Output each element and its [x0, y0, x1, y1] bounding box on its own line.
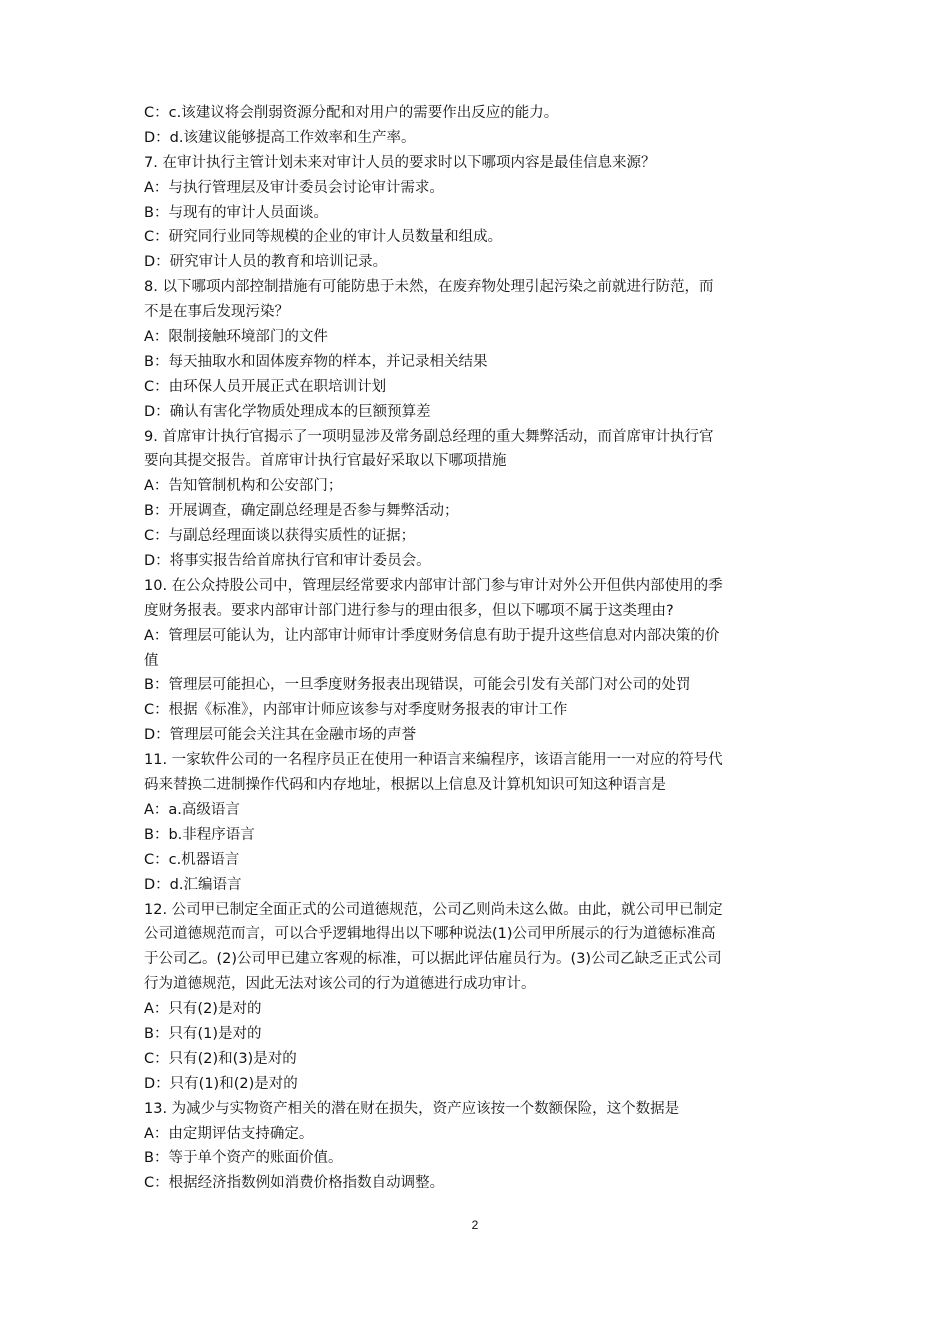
text-line: 12. 公司甲已制定全面正式的公司道德规范，公司乙则尚未这么做。由此，就公司甲已制定 [144, 901, 723, 918]
text-line: C：与副总经理面谈以获得实质性的证据； [144, 528, 416, 545]
text-line: C：只有(2)和(3)是对的 [144, 1050, 297, 1067]
text-line: C：由环保人员开展正式在职培训计划 [144, 378, 387, 395]
text-line: 8. 以下哪项内部控制措施有可能防患于未然，在废弃物处理引起污染之前就进行防范，而 [144, 279, 714, 296]
text-line: D：将事实报告给首席执行官和审计委员会。 [144, 553, 431, 570]
text-line: 值 [144, 652, 159, 669]
text-line: 公司道德规范而言，可以合乎逻辑地得出以下哪种说法(1)公司甲所展示的行为道德标准高 [144, 926, 716, 943]
text-line: A：告知管制机构和公安部门； [144, 478, 343, 495]
text-line: D：管理层可能会关注其在金融市场的声誉 [144, 727, 417, 744]
text-line: A：只有(2)是对的 [144, 1001, 262, 1018]
text-line: D：只有(1)和(2)是对的 [144, 1075, 298, 1092]
text-line: A：a.高级语言 [144, 801, 240, 818]
text-line: 13. 为减少与实物资产相关的潜在财在损失，资产应该按一个数额保险，这个数据是 [144, 1100, 680, 1117]
text-line: 度财务报表。要求内部审计部门进行参与的理由很多，但以下哪项不属于这类理由? [144, 602, 674, 619]
text-line: 10. 在公众持股公司中，管理层经常要求内部审计部门参与审计对外公开但供内部使用的季 [144, 577, 723, 594]
text-line: 11. 一家软件公司的一名程序员正在使用一种语言来编程序，该语言能用一一对应的符号代 [144, 752, 723, 769]
text-line: A：与执行管理层及审计委员会讨论审计需求。 [144, 179, 444, 196]
text-line: A：限制接触环境部门的文件 [144, 329, 328, 346]
text-line: C：研究同行业同等规模的企业的审计人员数量和组成。 [144, 229, 503, 246]
text-line: C：c.该建议将会削弱资源分配和对用户的需要作出反应的能力。 [144, 105, 559, 121]
document-body [144, 101, 816, 1196]
text-line: B：管理层可能担心，一旦季度财务报表出现错误，可能会引发有关部门对公司的处罚 [144, 677, 691, 694]
text-line: A：由定期评估支持确定。 [144, 1125, 314, 1142]
text-line: 码来替换二进制操作代码和内存地址，根据以上信息及计算机知识可知这种语言是 [144, 777, 666, 794]
text-line: 行为道德规范，因此无法对该公司的行为道德进行成功审计。 [144, 976, 536, 993]
text-line: D：d.汇编语言 [144, 876, 242, 893]
text-line: 9. 首席审计执行官揭示了一项明显涉及常务副总经理的重大舞弊活动，而首席审计执行官 [144, 428, 714, 445]
text-line: 7. 在审计执行主管计划未来对审计人员的要求时以下哪项内容是最佳信息来源？ [144, 154, 656, 171]
text-line: B：b.非程序语言 [144, 826, 255, 843]
text-line: 要向其提交报告。首席审计执行官最好采取以下哪项措施 [144, 453, 507, 470]
text-line: C：根据《标准》，内部审计师应该参与对季度财务报表的审计工作 [144, 702, 568, 719]
text-line: D：研究审计人员的教育和培训记录。 [144, 254, 388, 271]
text-line: D：确认有害化学物质处理成本的巨额预算差 [144, 403, 431, 420]
text-line: B：每天抽取水和固体废弃物的样本，并记录相关结果 [144, 353, 488, 370]
text-line: A：管理层可能认为，让内部审计师审计季度财务信息有助于提升这些信息对内部决策的价 [144, 627, 720, 644]
text-line: D：d.该建议能够提高工作效率和生产率。 [144, 129, 416, 146]
text-line: B：等于单个资产的账面价值。 [144, 1150, 343, 1167]
text-line: 不是在事后发现污染？ [144, 304, 289, 321]
text-line: B：与现有的审计人员面谈。 [144, 204, 328, 221]
page-number: 2 [471, 1218, 479, 1232]
text-line: B：只有(1)是对的 [144, 1025, 262, 1042]
text-line: 于公司乙。(2)公司甲已建立客观的标准，可以据此评估雇员行为。(3)公司乙缺乏正式公司 [144, 951, 722, 968]
text-line: C：c.机器语言 [144, 851, 240, 868]
text-line: B：开展调查，确定副总经理是否参与舞弊活动； [144, 503, 459, 520]
text-line: C：根据经济指数例如消费价格指数自动调整。 [144, 1175, 445, 1192]
